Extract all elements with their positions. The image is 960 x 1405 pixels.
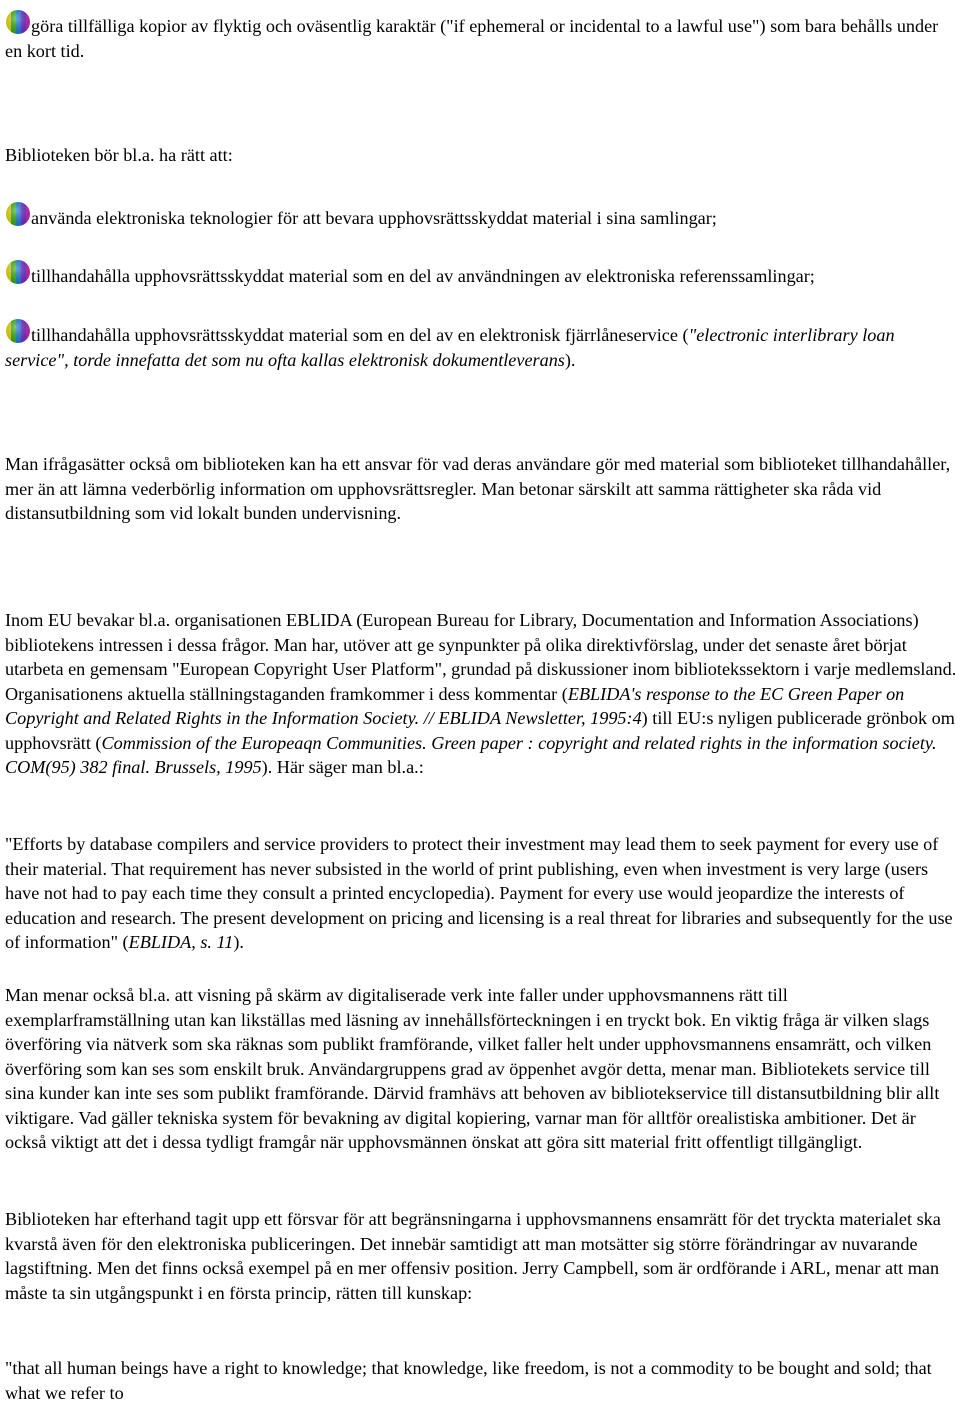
eblida-text: Inom EU bevakar bl.a. organisationen EBLIDA (European Bureau for Library, Documentation and Information Associations) bibliotekens intressen i dessa frågor. Man har, utöver att ge synpunkter på olika direktivförslag, under det senaste året börjat utarbeta en gemensam "European Copyright User Platform", grundad på diskussioner inom bibliotekssektorn i varje medlemsland. Organisationens aktuella ställningstaganden framkommer i dess kommentar (	[5, 610, 957, 704]
quote-text: "Efforts by database compilers and service providers to protect their investment may lead them to seek payment for every use of their material. That requirement has never subsisted in the world of print publishing, even when investment is very large (users have not had to pay each time they consult a printed encyclopedia). Payment for every use would jeopardize the interests of education and research. The present development on pricing and licensing is a real threat for libraries and subsequently for the use of information" (	[5, 834, 953, 952]
eblida-citation: EBLIDA's response to the EC Green Paper on Copyright and Related Rights in the Information Society. // EBLIDA Newsletter, 1995:4	[5, 683, 905, 728]
greenpaper-citation: Commission of the Europeaqn Communities. Green paper : copyright and related rights in the information society. COM(95) 382 final. Brussels, 1995	[5, 732, 937, 777]
paragraph-defense: Biblioteken har efterhand tagit upp ett försvar för att begränsningarna i upphovsmannens ensamrätt för det tryckta materialet ska kvarstå även för den elektroniska publiceringen. Det innebär samtidigt att man motsätter sig större förändringar av nuvarande lagstiftning. Men det finns också exempel på en mer offensiv position. Jerry Campbell, som är ordförande i ARL, menar att man måste ta sin utgångspunkt i en första princip, rätten till kunskap:	[5, 1209, 941, 1303]
paragraph-last: "that all human beings have a right to knowledge; that knowledge, like freedom, is not a commodity to be bought and sold; that what we refer to	[5, 1358, 932, 1403]
rainbow-ball-icon	[5, 201, 31, 227]
rainbow-ball-icon	[5, 9, 31, 35]
list-item-temporary-copies	[5, 9, 957, 63]
list-item-italic-text: "electronic interlibrary loan service", torde innefatta det som nu ofta kallas elektronisk dokumentleverans	[5, 325, 895, 370]
list-item-text: göra tillfälliga kopior av flyktig och oväsentlig karaktär ("if ephemeral or incidental to a lawful use") som bara behålls under en kort tid.	[5, 16, 939, 61]
quote-citation: EBLIDA, s. 11	[128, 932, 234, 952]
list-item-text: använda elektroniska teknologier för att bevara upphovsrättsskyddat material i sina samlingar;	[31, 208, 717, 228]
list-item-interlibrary	[5, 318, 957, 372]
eblida-text-2: ) till EU:s nyligen publicerade grönbok om upphovsrätt (	[5, 708, 955, 753]
list-item-reference	[5, 259, 957, 289]
paragraph-responsibility: Man ifrågasätter också om biblioteken kan ha ett ansvar för vad deras användare gör med material som biblioteket tillhandahåller, mer än att lämna vederbörlig information om upphovsrättsregler. Man betonar särskilt att samma rättigheter ska råda vid distansutbildning som vid lokalt bunden undervisning.	[5, 454, 951, 523]
rights-intro: Biblioteken bör bl.a. ha rätt att:	[5, 145, 233, 165]
paragraph-display: Man menar också bl.a. att visning på skärm av digitaliserade verk inte faller under upphovsmannens rätt till exemplarframställning utan kan likställas med läsning av innehållsförteckningen i en tryckt bok. En viktig fråga är vilken slags överföring via nätverk som ska räknas som publikt framförande, vilket faller helt under upphovsmannens ensamrätt, och vilken överföring som kan ses som enskilt bruk. Användargruppens grad av öppenhet avgör detta, menar man. Bibliotekets service till sina kunder kan inte ses som publikt framförande. Därvid framhävs att behoven av bibliotekservice till distansutbildning blir allt viktigare. Vad gäller tekniska system för bevakning av digital kopiering, varnar man för alltför orealistiska ambitioner. Det är också viktigt att det i dessa tydligt framgår när upphovsmännen önskat att göra sitt material fritt offentligt tillgängligt.	[5, 985, 940, 1152]
rainbow-ball-icon	[5, 318, 31, 344]
paragraph-quote	[5, 832, 957, 955]
list-item-text-end: ).	[564, 349, 576, 370]
eblida-text-3: ). Här säger man bl.a.:	[261, 757, 424, 777]
paragraph-eblida	[5, 608, 957, 780]
quote-text-end: ).	[233, 932, 244, 952]
list-item-text: tillhandahålla upphovsrättsskyddat material som en del av en elektronisk fjärrlåneservice (	[31, 325, 689, 345]
list-item-text: tillhandahålla upphovsrättsskyddat material som en del av användningen av elektroniska referenssamlingar;	[31, 266, 815, 286]
list-item-preserve	[5, 201, 957, 231]
rainbow-ball-icon	[5, 259, 31, 285]
